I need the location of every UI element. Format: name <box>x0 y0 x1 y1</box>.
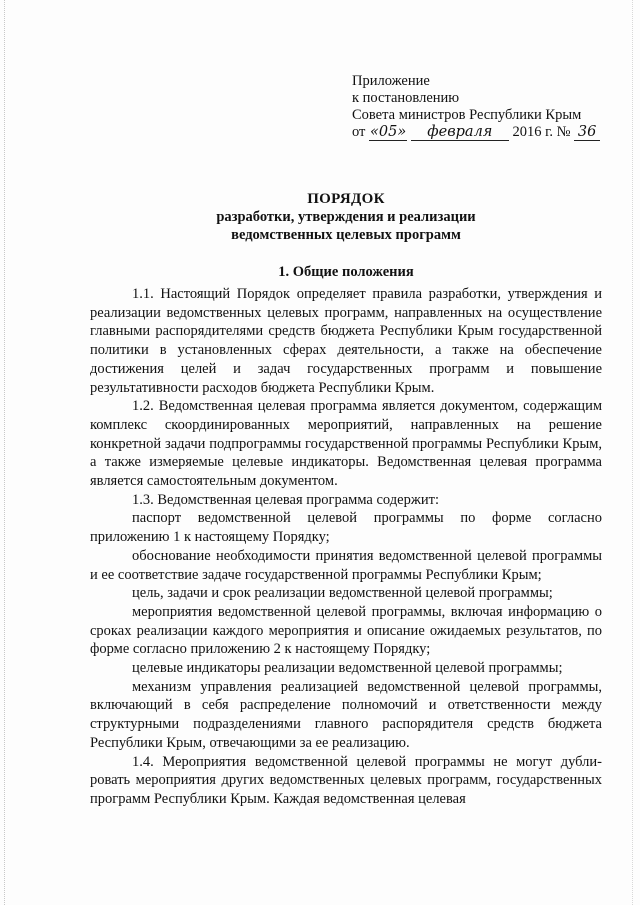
paragraph-1-4: 1.4. Мероприятия ведомственной целевой программы не могут дублировать мероприятия других ведомственных целевых программ, государственных программ Республики Крым. Каждая ведомственная целевая <box>90 753 602 807</box>
document-title <box>90 190 602 244</box>
appendix-council: Совета министров Республики Крым <box>352 107 582 123</box>
handwritten-day: «05» <box>370 124 407 140</box>
paragraph-1-1: 1.1. Настоящий Порядок определяет правила разработки, утверждения и реализации ведомственных целевых программ, направленных на осуществление главными распорядителями средств бюджета Республики Крым государственной политики в установленных сферах деятельности, а также на обеспечение достижения целей и задач государственных программ и повышение результативности расходов бюджета Республики Крым. <box>90 286 602 396</box>
year-and-number-label: 2016 г. № <box>512 124 571 140</box>
body-text <box>90 285 602 809</box>
list-item-measures: мероприятия ведомственной целевой программы, включая информацию о сроках реализации каждого мероприятия и описание ожидаемых результатов, по форме согласно приложению 2 к настоящему Порядку; <box>90 603 602 658</box>
appendix-label: Приложение <box>352 73 430 89</box>
section-heading: 1. Общие положения <box>278 264 414 280</box>
appendix-block <box>352 73 622 141</box>
title-main: ПОРЯДОК <box>307 191 385 207</box>
title-sub-1: разработки, утверждения и реализации <box>216 209 476 225</box>
appendix-resolution: к постановлению <box>352 90 460 106</box>
scan-edge-left <box>4 0 6 905</box>
list-item-justification: обоснование необходимости принятия ведомственной целевой программы и ее соответствие задаче государственной программы Республики Крым; <box>90 547 602 583</box>
appendix-date-line <box>352 124 622 141</box>
title-sub-2: ведомственных целевых программ <box>231 227 461 243</box>
list-item-indicators: целевые индикаторы реализации ведомственной целевой программы; <box>132 660 563 677</box>
handwritten-month: февраля <box>411 125 509 141</box>
list-item-mechanism: механизм управления реализацией ведомственной целевой программы, включающий в себя распределение полномочий и ответственности между структурными подразделениями главного распорядителя средств бюджета Республики Крым, отвечающими за ее реализацию. <box>90 678 602 751</box>
paragraph-1-2: 1.2. Ведомственная целевая программа является документом, содержащим комплекс скоординированных мероприятий, направленных на решение конкретной задачи подпрограммы государственной программы Республики Крым, а также измеряемые целевые индикаторы. Ведомственная целевая программа является самостоятельным документом. <box>90 398 602 490</box>
date-prefix: от <box>352 124 366 140</box>
paragraph-1-3: 1.3. Ведомственная целевая программа содержит: <box>132 491 439 508</box>
scan-edge-right <box>632 0 634 905</box>
list-item-passport: паспорт ведомственной целевой программы по форме согласно приложению 1 к настоящему Порядку; <box>90 510 602 546</box>
handwritten-number: 36 <box>574 125 600 141</box>
day-value: 05 <box>378 124 398 140</box>
list-item-goals: цель, задачи и срок реализации ведомственной целевой программы; <box>132 585 553 602</box>
